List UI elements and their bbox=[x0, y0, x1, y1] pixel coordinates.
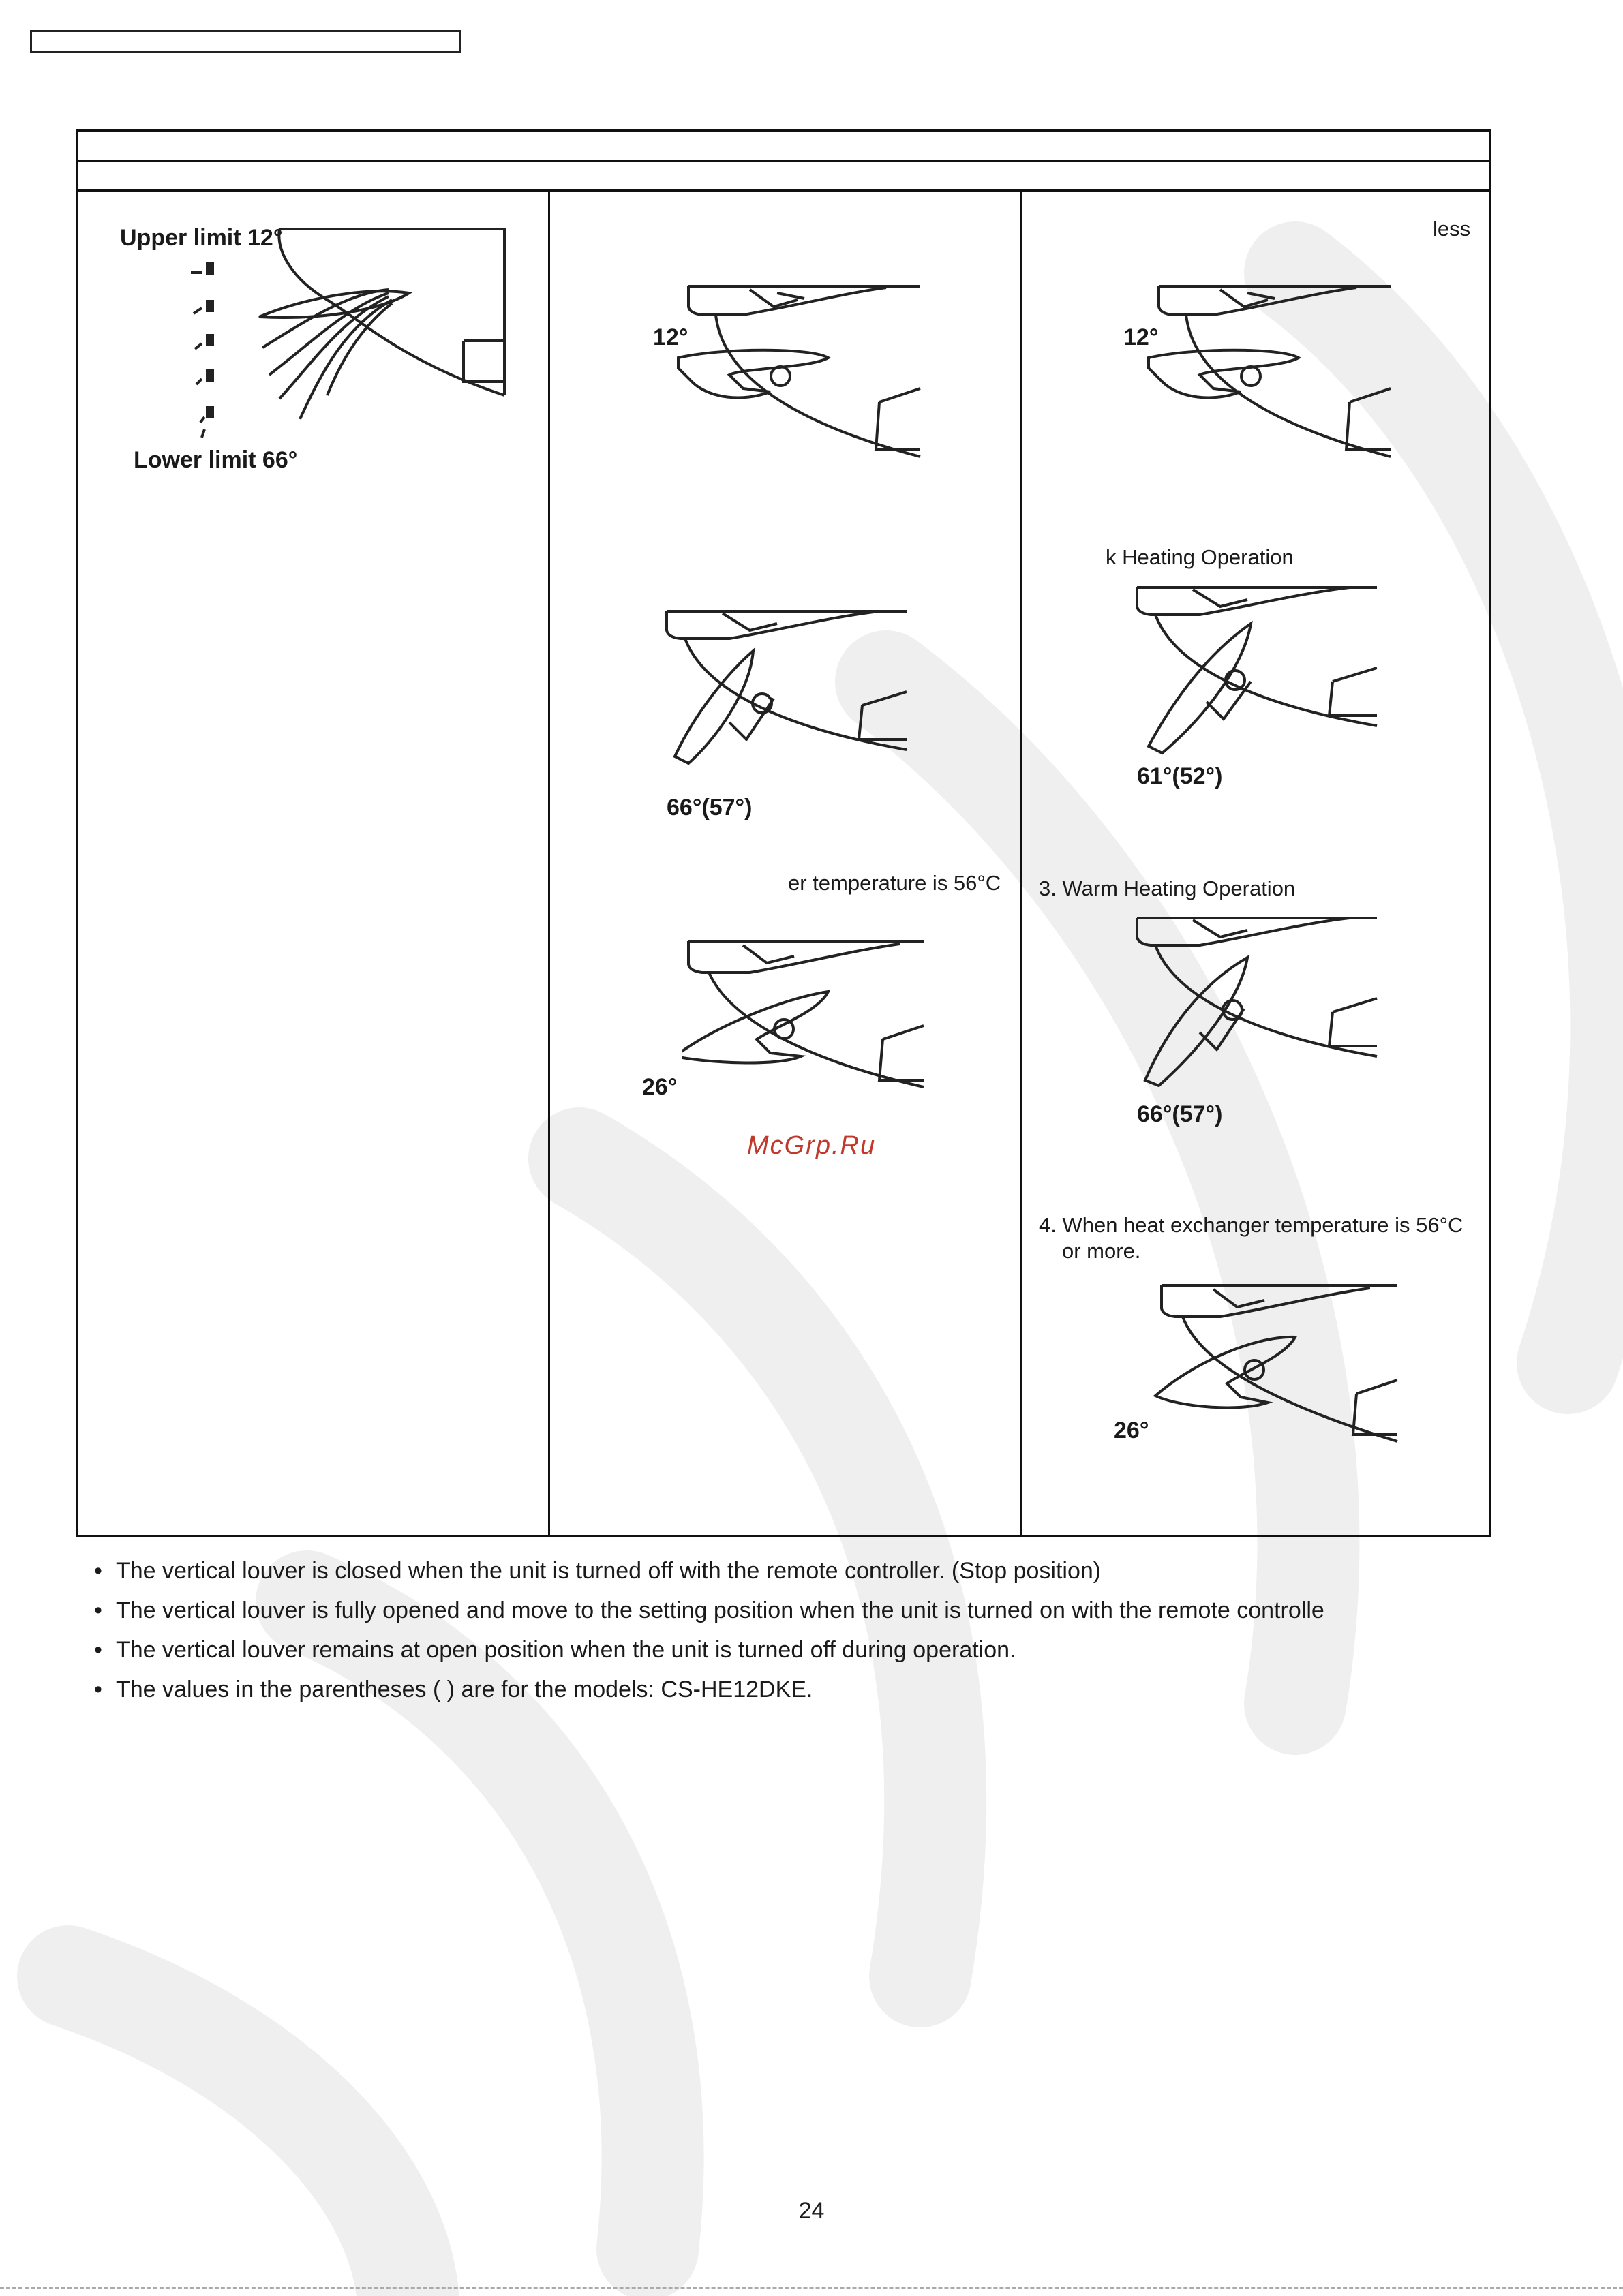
upper-limit-label: Upper limit 12° bbox=[120, 225, 283, 251]
col2-fig1-angle: 12° bbox=[653, 324, 688, 350]
col3-caption-4-line1: 4. When heat exchanger temperature is 56°C bbox=[1039, 1213, 1463, 1237]
col3-fig1-angle: 12° bbox=[1123, 324, 1159, 350]
col2-fig2-angle: 66°(57°) bbox=[667, 795, 753, 821]
col2-caption-3: er temperature is 56°C bbox=[788, 871, 1001, 895]
louver-diagram-col3-2 bbox=[1125, 579, 1384, 770]
watermark-text: McGrp.Ru bbox=[747, 1131, 877, 1160]
note-item: • The values in the parentheses ( ) are for the models: CS-HE12DKE. bbox=[94, 1670, 1324, 1709]
louver-diagram-col2-1 bbox=[641, 279, 927, 470]
table-col-divider-1 bbox=[548, 191, 550, 1535]
col3-fig3-angle: 66°(57°) bbox=[1137, 1101, 1223, 1127]
louver-diagram-col2-3 bbox=[682, 937, 927, 1121]
note-item: • The vertical louver is closed when the unit is turned off with the remote controller. (Stop position) bbox=[94, 1551, 1324, 1591]
note-item: • The vertical louver is fully opened and move to the setting position when the unit is turned on with the remote controlle bbox=[94, 1591, 1324, 1630]
louver-diagram-col3-3 bbox=[1125, 910, 1384, 1101]
col2-fig3-angle: 26° bbox=[642, 1074, 678, 1100]
col3-fig4-angle: 26° bbox=[1114, 1418, 1149, 1443]
table-rule-2 bbox=[78, 189, 1489, 192]
note-item: • The vertical louver remains at open position when the unit is turned off during operation. bbox=[94, 1630, 1324, 1670]
page-number: 24 bbox=[798, 2198, 825, 2224]
notes-list bbox=[94, 1551, 1324, 1709]
header-box bbox=[30, 30, 461, 53]
col3-caption-4-line2: or more. bbox=[1062, 1239, 1141, 1263]
lower-limit-label: Lower limit 66° bbox=[134, 447, 298, 473]
louver-diagram-col3-1 bbox=[1111, 279, 1397, 470]
col3-fig2-angle: 61°(52°) bbox=[1137, 763, 1223, 789]
col3-caption-2: k Heating Operation bbox=[1106, 545, 1294, 569]
louver-diagram-col3-4 bbox=[1152, 1281, 1404, 1465]
col3-caption-1: less bbox=[1433, 217, 1471, 241]
louver-range-diagram bbox=[184, 225, 511, 443]
footer-rule bbox=[0, 2287, 1623, 2289]
col3-caption-3: 3. Warm Heating Operation bbox=[1039, 876, 1296, 900]
table-col-divider-2 bbox=[1020, 191, 1022, 1535]
louver-diagram-col2-2 bbox=[654, 603, 913, 794]
table-rule-1 bbox=[78, 160, 1489, 162]
